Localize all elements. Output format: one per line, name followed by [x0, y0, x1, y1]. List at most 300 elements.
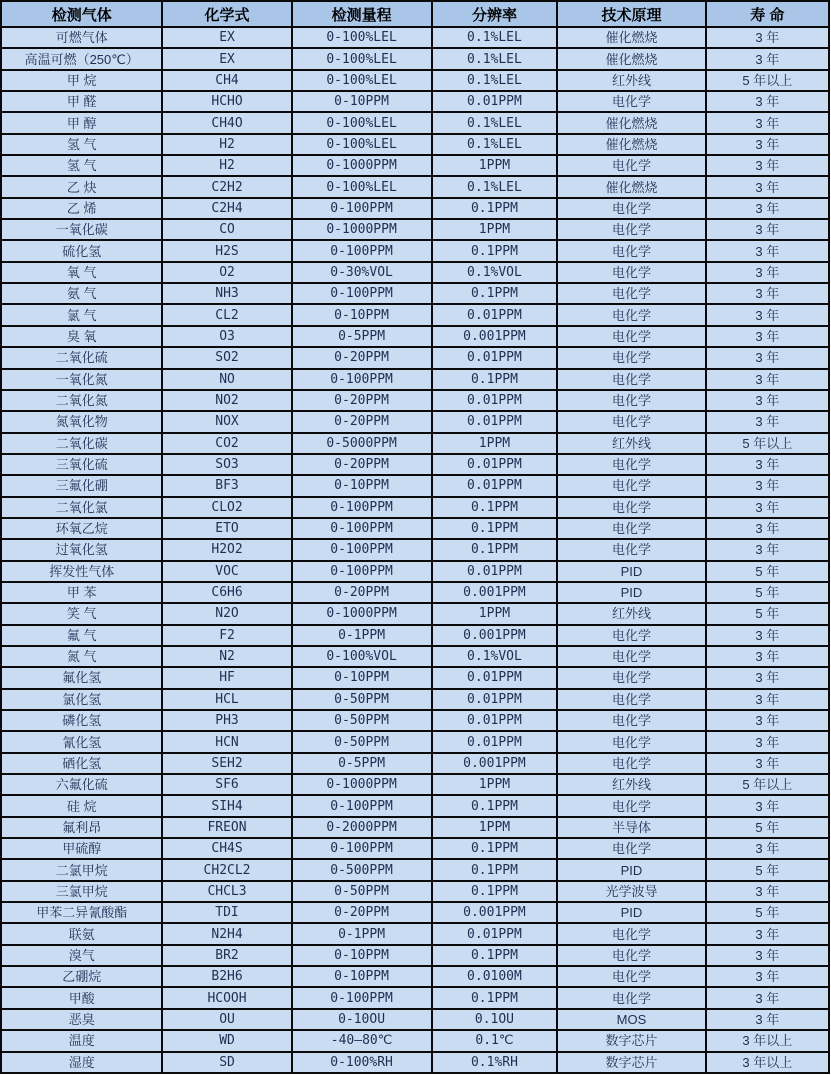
table-body: [1, 27, 829, 1073]
cell-resolution: 0.1PPM: [432, 198, 558, 219]
table-row: [1, 539, 829, 560]
cell-lifespan: 3 年: [706, 91, 829, 112]
cell-range: 0-20PPM: [292, 347, 432, 368]
cell-resolution: 0.1PPM: [432, 497, 558, 518]
cell-range: 0-100%VOL: [292, 646, 432, 667]
cell-range: 0-1000PPM: [292, 774, 432, 795]
cell-lifespan: 5 年: [706, 603, 829, 624]
cell-lifespan: 3 年: [706, 304, 829, 325]
cell-formula: NO: [162, 369, 291, 390]
cell-formula: CH4S: [162, 838, 291, 859]
cell-resolution: 0.1%LEL: [432, 134, 558, 155]
cell-resolution: 0.1PPM: [432, 945, 558, 966]
cell-principle: 电化学: [557, 326, 705, 347]
cell-lifespan: 3 年: [706, 987, 829, 1008]
cell-range: 0-100PPM: [292, 795, 432, 816]
cell-gas-name: 一氧化碳: [1, 219, 162, 240]
cell-formula: NOX: [162, 411, 291, 432]
cell-formula: ETO: [162, 518, 291, 539]
cell-principle: 电化学: [557, 198, 705, 219]
cell-principle: 电化学: [557, 710, 705, 731]
cell-gas-name: 氯化氢: [1, 689, 162, 710]
cell-range: 0-100%LEL: [292, 112, 432, 133]
cell-range: 0-100%LEL: [292, 27, 432, 48]
cell-principle: 光学波导: [557, 881, 705, 902]
cell-resolution: 0.01PPM: [432, 304, 558, 325]
cell-principle: 电化学: [557, 731, 705, 752]
cell-resolution: 0.01PPM: [432, 475, 558, 496]
cell-resolution: 0.1%LEL: [432, 112, 558, 133]
table-row: [1, 497, 829, 518]
cell-gas-name: 二氯甲烷: [1, 859, 162, 880]
cell-principle: 电化学: [557, 240, 705, 261]
cell-lifespan: 3 年: [706, 411, 829, 432]
cell-formula: SO2: [162, 347, 291, 368]
cell-formula: H2O2: [162, 539, 291, 560]
cell-gas-name: 氨 气: [1, 283, 162, 304]
cell-lifespan: 3 年: [706, 689, 829, 710]
cell-resolution: 0.1%LEL: [432, 48, 558, 69]
cell-gas-name: 氰化氢: [1, 731, 162, 752]
cell-range: 0-5PPM: [292, 326, 432, 347]
cell-range: 0-20PPM: [292, 902, 432, 923]
cell-lifespan: 3 年: [706, 945, 829, 966]
cell-formula: FREON: [162, 817, 291, 838]
table-row: [1, 27, 829, 48]
table-row: [1, 369, 829, 390]
cell-formula: CH2CL2: [162, 859, 291, 880]
table-row: [1, 881, 829, 902]
cell-resolution: 1PPM: [432, 774, 558, 795]
cell-range: 0-10PPM: [292, 475, 432, 496]
cell-principle: PID: [557, 902, 705, 923]
cell-lifespan: 5 年: [706, 902, 829, 923]
cell-range: 0-50PPM: [292, 731, 432, 752]
cell-resolution: 1PPM: [432, 155, 558, 176]
cell-gas-name: 乙 烯: [1, 198, 162, 219]
cell-formula: EX: [162, 27, 291, 48]
cell-lifespan: 3 年: [706, 497, 829, 518]
cell-principle: 电化学: [557, 838, 705, 859]
cell-lifespan: 3 年: [706, 475, 829, 496]
cell-principle: 电化学: [557, 923, 705, 944]
table-row: [1, 795, 829, 816]
cell-resolution: 0.1PPM: [432, 838, 558, 859]
cell-formula: VOC: [162, 561, 291, 582]
cell-gas-name: 联氨: [1, 923, 162, 944]
cell-formula: N2H4: [162, 923, 291, 944]
cell-resolution: 0.1PPM: [432, 987, 558, 1008]
cell-resolution: 0.1%LEL: [432, 70, 558, 91]
table-row: [1, 625, 829, 646]
cell-range: 0-100%LEL: [292, 176, 432, 197]
cell-resolution: 0.1PPM: [432, 369, 558, 390]
cell-principle: 红外线: [557, 774, 705, 795]
cell-range: 0-1000PPM: [292, 219, 432, 240]
cell-range: 0-1PPM: [292, 625, 432, 646]
cell-lifespan: 3 年: [706, 625, 829, 646]
cell-gas-name: 乙 炔: [1, 176, 162, 197]
cell-gas-name: 氯 气: [1, 304, 162, 325]
cell-gas-name: 溴气: [1, 945, 162, 966]
cell-resolution: 0.1℃: [432, 1030, 558, 1051]
cell-principle: 电化学: [557, 945, 705, 966]
cell-resolution: 1PPM: [432, 219, 558, 240]
cell-principle: 催化燃烧: [557, 176, 705, 197]
cell-gas-name: 二氧化碳: [1, 433, 162, 454]
cell-range: 0-20PPM: [292, 411, 432, 432]
cell-range: 0-1000PPM: [292, 603, 432, 624]
table-row: [1, 561, 829, 582]
cell-range: 0-2000PPM: [292, 817, 432, 838]
cell-principle: 电化学: [557, 411, 705, 432]
cell-range: 0-1PPM: [292, 923, 432, 944]
cell-principle: 催化燃烧: [557, 134, 705, 155]
cell-resolution: 0.1%RH: [432, 1052, 558, 1074]
cell-formula: CL2: [162, 304, 291, 325]
cell-formula: WD: [162, 1030, 291, 1051]
table-row: [1, 240, 829, 261]
table-row: [1, 518, 829, 539]
table-row: [1, 176, 829, 197]
cell-gas-name: 氢 气: [1, 155, 162, 176]
cell-resolution: 0.001PPM: [432, 753, 558, 774]
cell-range: -40—80℃: [292, 1030, 432, 1051]
cell-gas-name: 可燃气体: [1, 27, 162, 48]
cell-resolution: 0.01PPM: [432, 667, 558, 688]
cell-principle: 电化学: [557, 625, 705, 646]
cell-range: 0-100PPM: [292, 198, 432, 219]
cell-lifespan: 3 年: [706, 881, 829, 902]
cell-principle: PID: [557, 561, 705, 582]
cell-lifespan: 5 年: [706, 859, 829, 880]
table-row: [1, 390, 829, 411]
cell-gas-name: 环氧乙烷: [1, 518, 162, 539]
cell-gas-name: 氮 气: [1, 646, 162, 667]
cell-gas-name: 一氧化氮: [1, 369, 162, 390]
cell-resolution: 1PPM: [432, 817, 558, 838]
cell-principle: 电化学: [557, 689, 705, 710]
cell-resolution: 0.1PPM: [432, 240, 558, 261]
cell-principle: 电化学: [557, 454, 705, 475]
cell-formula: O2: [162, 262, 291, 283]
cell-gas-name: 三氟化硼: [1, 475, 162, 496]
table-row: [1, 731, 829, 752]
cell-lifespan: 3 年: [706, 539, 829, 560]
cell-formula: N2: [162, 646, 291, 667]
cell-lifespan: 3 年以上: [706, 1052, 829, 1074]
header-row: [1, 1, 829, 27]
cell-lifespan: 3 年以上: [706, 1030, 829, 1051]
table-row: [1, 347, 829, 368]
cell-lifespan: 3 年: [706, 966, 829, 987]
cell-lifespan: 3 年: [706, 646, 829, 667]
cell-formula: F2: [162, 625, 291, 646]
cell-lifespan: 3 年: [706, 667, 829, 688]
cell-formula: SO3: [162, 454, 291, 475]
cell-formula: CO: [162, 219, 291, 240]
cell-principle: 红外线: [557, 70, 705, 91]
cell-lifespan: 3 年: [706, 262, 829, 283]
cell-resolution: 0.001PPM: [432, 625, 558, 646]
table-row: [1, 667, 829, 688]
cell-resolution: 0.1PPM: [432, 283, 558, 304]
cell-principle: 电化学: [557, 753, 705, 774]
cell-resolution: 0.01PPM: [432, 923, 558, 944]
header-lifespan: 寿 命: [706, 1, 829, 27]
cell-gas-name: 过氧化氢: [1, 539, 162, 560]
cell-principle: 催化燃烧: [557, 112, 705, 133]
cell-resolution: 0.1PPM: [432, 795, 558, 816]
cell-lifespan: 3 年: [706, 347, 829, 368]
cell-principle: 电化学: [557, 518, 705, 539]
cell-gas-name: 氢 气: [1, 134, 162, 155]
cell-principle: 催化燃烧: [557, 27, 705, 48]
table-row: [1, 198, 829, 219]
cell-lifespan: 3 年: [706, 240, 829, 261]
table-row: [1, 219, 829, 240]
cell-principle: 电化学: [557, 369, 705, 390]
cell-lifespan: 5 年以上: [706, 70, 829, 91]
table-row: [1, 70, 829, 91]
cell-formula: O3: [162, 326, 291, 347]
cell-principle: 数字芯片: [557, 1052, 705, 1074]
cell-formula: HCN: [162, 731, 291, 752]
cell-resolution: 0.001PPM: [432, 582, 558, 603]
table-row: [1, 304, 829, 325]
cell-resolution: 0.1PPM: [432, 881, 558, 902]
cell-principle: 电化学: [557, 987, 705, 1008]
cell-principle: 电化学: [557, 667, 705, 688]
cell-principle: 电化学: [557, 262, 705, 283]
header-resolution: 分辨率: [432, 1, 558, 27]
cell-principle: 电化学: [557, 219, 705, 240]
cell-range: 0-100PPM: [292, 497, 432, 518]
table-row: [1, 155, 829, 176]
cell-principle: 电化学: [557, 539, 705, 560]
cell-gas-name: 恶臭: [1, 1009, 162, 1030]
table-row: [1, 689, 829, 710]
cell-lifespan: 3 年: [706, 176, 829, 197]
cell-gas-name: 湿度: [1, 1052, 162, 1074]
cell-range: 0-20PPM: [292, 582, 432, 603]
cell-gas-name: 甲酸: [1, 987, 162, 1008]
table-row: [1, 454, 829, 475]
cell-principle: 红外线: [557, 433, 705, 454]
cell-lifespan: 3 年: [706, 454, 829, 475]
cell-gas-name: 氟 气: [1, 625, 162, 646]
cell-lifespan: 3 年: [706, 795, 829, 816]
cell-gas-name: 硒化氢: [1, 753, 162, 774]
header-range: 检测量程: [292, 1, 432, 27]
table-row: [1, 838, 829, 859]
cell-principle: 红外线: [557, 603, 705, 624]
cell-formula: C6H6: [162, 582, 291, 603]
cell-lifespan: 3 年: [706, 731, 829, 752]
cell-gas-name: 磷化氢: [1, 710, 162, 731]
cell-lifespan: 3 年: [706, 923, 829, 944]
cell-formula: C2H4: [162, 198, 291, 219]
cell-formula: SIH4: [162, 795, 291, 816]
table-row: [1, 1052, 829, 1074]
cell-range: 0-100%LEL: [292, 70, 432, 91]
cell-lifespan: 3 年: [706, 710, 829, 731]
cell-lifespan: 3 年: [706, 27, 829, 48]
table-row: [1, 902, 829, 923]
cell-formula: HF: [162, 667, 291, 688]
cell-resolution: 0.1OU: [432, 1009, 558, 1030]
cell-range: 0-50PPM: [292, 881, 432, 902]
cell-lifespan: 5 年以上: [706, 433, 829, 454]
cell-gas-name: 温度: [1, 1030, 162, 1051]
table-row: [1, 753, 829, 774]
cell-range: 0-10PPM: [292, 304, 432, 325]
cell-formula: H2: [162, 134, 291, 155]
cell-lifespan: 3 年: [706, 112, 829, 133]
cell-formula: CH4: [162, 70, 291, 91]
cell-formula: HCOOH: [162, 987, 291, 1008]
cell-formula: CHCL3: [162, 881, 291, 902]
cell-principle: 电化学: [557, 283, 705, 304]
cell-gas-name: 二氧化硫: [1, 347, 162, 368]
cell-gas-name: 甲 醛: [1, 91, 162, 112]
cell-resolution: 0.1%VOL: [432, 646, 558, 667]
table-row: [1, 646, 829, 667]
cell-principle: 电化学: [557, 390, 705, 411]
cell-resolution: 0.01PPM: [432, 689, 558, 710]
cell-gas-name: 甲 醇: [1, 112, 162, 133]
cell-formula: H2: [162, 155, 291, 176]
cell-range: 0-100%LEL: [292, 48, 432, 69]
cell-range: 0-500PPM: [292, 859, 432, 880]
cell-gas-name: 甲苯二异氰酸酯: [1, 902, 162, 923]
table-row: [1, 326, 829, 347]
cell-gas-name: 笑 气: [1, 603, 162, 624]
table-row: [1, 710, 829, 731]
cell-lifespan: 3 年: [706, 326, 829, 347]
table-row: [1, 987, 829, 1008]
table-row: [1, 475, 829, 496]
cell-resolution: 0.01PPM: [432, 347, 558, 368]
table-row: [1, 774, 829, 795]
cell-principle: 催化燃烧: [557, 48, 705, 69]
cell-resolution: 0.1%LEL: [432, 176, 558, 197]
cell-formula: HCHO: [162, 91, 291, 112]
cell-formula: TDI: [162, 902, 291, 923]
cell-formula: SEH2: [162, 753, 291, 774]
cell-formula: CO2: [162, 433, 291, 454]
table-row: [1, 134, 829, 155]
cell-range: 0-10PPM: [292, 966, 432, 987]
cell-range: 0-100PPM: [292, 518, 432, 539]
cell-resolution: 0.01PPM: [432, 411, 558, 432]
table-row: [1, 91, 829, 112]
cell-gas-name: 氧 气: [1, 262, 162, 283]
cell-lifespan: 3 年: [706, 283, 829, 304]
header-principle: 技术原理: [557, 1, 705, 27]
cell-range: 0-50PPM: [292, 689, 432, 710]
cell-formula: N2O: [162, 603, 291, 624]
cell-range: 0-10OU: [292, 1009, 432, 1030]
cell-range: 0-100%RH: [292, 1052, 432, 1074]
cell-gas-name: 甲 苯: [1, 582, 162, 603]
cell-formula: B2H6: [162, 966, 291, 987]
cell-gas-name: 三氯甲烷: [1, 881, 162, 902]
table-row: [1, 48, 829, 69]
cell-formula: CLO2: [162, 497, 291, 518]
cell-lifespan: 3 年: [706, 134, 829, 155]
cell-principle: 电化学: [557, 966, 705, 987]
cell-lifespan: 3 年: [706, 369, 829, 390]
cell-range: 0-100PPM: [292, 987, 432, 1008]
cell-principle: PID: [557, 582, 705, 603]
table-row: [1, 411, 829, 432]
table-row: [1, 582, 829, 603]
cell-range: 0-10PPM: [292, 945, 432, 966]
cell-gas-name: 氟化氢: [1, 667, 162, 688]
table-row: [1, 1030, 829, 1051]
cell-range: 0-20PPM: [292, 454, 432, 475]
cell-gas-name: 氟利昂: [1, 817, 162, 838]
cell-resolution: 0.01PPM: [432, 561, 558, 582]
table-row: [1, 859, 829, 880]
cell-principle: 数字芯片: [557, 1030, 705, 1051]
cell-formula: BR2: [162, 945, 291, 966]
cell-gas-name: 二氧化氮: [1, 390, 162, 411]
cell-resolution: 0.0100M: [432, 966, 558, 987]
cell-resolution: 0.001PPM: [432, 326, 558, 347]
header-formula: 化学式: [162, 1, 291, 27]
cell-principle: 电化学: [557, 795, 705, 816]
cell-gas-name: 二氧化氯: [1, 497, 162, 518]
cell-lifespan: 5 年: [706, 817, 829, 838]
cell-resolution: 0.1PPM: [432, 539, 558, 560]
cell-formula: EX: [162, 48, 291, 69]
cell-gas-name: 六氟化硫: [1, 774, 162, 795]
cell-range: 0-100PPM: [292, 240, 432, 261]
cell-gas-name: 硅 烷: [1, 795, 162, 816]
cell-lifespan: 3 年: [706, 155, 829, 176]
cell-lifespan: 3 年: [706, 838, 829, 859]
cell-range: 0-100PPM: [292, 838, 432, 859]
cell-gas-name: 臭 氧: [1, 326, 162, 347]
cell-resolution: 0.1PPM: [432, 518, 558, 539]
cell-resolution: 0.1%VOL: [432, 262, 558, 283]
cell-principle: 电化学: [557, 304, 705, 325]
cell-gas-name: 三氧化硫: [1, 454, 162, 475]
cell-lifespan: 3 年: [706, 1009, 829, 1030]
cell-lifespan: 3 年: [706, 518, 829, 539]
cell-principle: 电化学: [557, 646, 705, 667]
table-row: [1, 945, 829, 966]
table-row: [1, 262, 829, 283]
cell-range: 0-100%LEL: [292, 134, 432, 155]
cell-resolution: 0.01PPM: [432, 454, 558, 475]
cell-gas-name: 甲 烷: [1, 70, 162, 91]
cell-range: 0-100PPM: [292, 561, 432, 582]
header-gas-name: 检测气体: [1, 1, 162, 27]
cell-range: 0-1000PPM: [292, 155, 432, 176]
cell-resolution: 0.01PPM: [432, 710, 558, 731]
table-row: [1, 923, 829, 944]
table-row: [1, 966, 829, 987]
cell-range: 0-5000PPM: [292, 433, 432, 454]
cell-formula: SF6: [162, 774, 291, 795]
cell-range: 0-100PPM: [292, 369, 432, 390]
cell-gas-name: 硫化氢: [1, 240, 162, 261]
cell-gas-name: 高温可燃（250℃）: [1, 48, 162, 69]
cell-range: 0-100PPM: [292, 539, 432, 560]
